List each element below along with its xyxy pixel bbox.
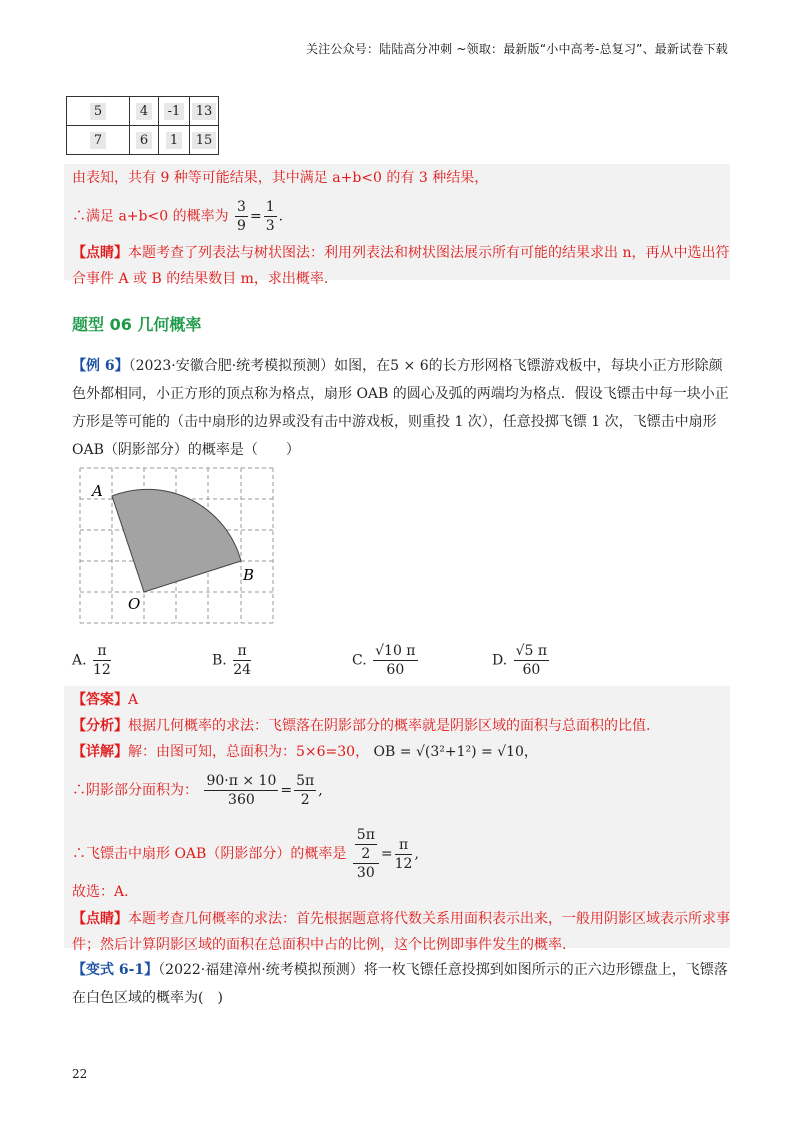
answer-line-1: 由表知，共有 9 种等可能结果，其中满足 a+b<0 的有 3 种结果， bbox=[72, 170, 489, 186]
answer-line: 【答案】A bbox=[72, 692, 139, 708]
page-number: 22 bbox=[72, 1067, 88, 1081]
label-o: O bbox=[128, 595, 141, 613]
page-header: 关注公众号：陆陆高分冲刺 ~领取：最新版“小中高考-总复习”、最新试卷下载 bbox=[305, 42, 728, 56]
label-a: A bbox=[92, 482, 103, 500]
table-row: 7 6 1 15 bbox=[67, 126, 219, 155]
section-title: 题型 06 几何概率 bbox=[72, 315, 202, 334]
option-a[interactable]: A. $\frac{\pi}{12}$ bbox=[72, 643, 111, 678]
analysis-line: 【分析】根据几何概率的求法：飞镖落在阴影部分的概率就是阴影区域的面积与总面积的比值. bbox=[72, 718, 651, 734]
option-b[interactable]: B. $\frac{\pi}{24}$ bbox=[212, 643, 252, 678]
option-d[interactable]: D. $\frac{√5 \pi}{60}$ bbox=[492, 643, 548, 678]
option-c[interactable]: C. $\frac{√10 \pi}{60}$ bbox=[352, 643, 416, 678]
dianjing-2: 【点睛】本题考查几何概率的求法：首先根据题意将代数关系用面积表示出来，一般用阴影区域表示所求事件；然后计算阴影区域的面积在总面积中占的比例，这个比例即事件发生的概率. bbox=[72, 911, 730, 953]
area-line: ∴阴影部分面积为： $\frac{90\cdot\pi \times 10}{360}$ = $\frac{5\pi}{2}$ , bbox=[72, 773, 323, 808]
sector-oab bbox=[112, 489, 241, 592]
sector-figure bbox=[78, 466, 278, 626]
answer-line-2: ∴满足 a+b<0 的概率为 $\frac{3}{9}$ = $\frac{1}{3}$ . bbox=[72, 199, 284, 234]
table-row: 5 4 -1 13 bbox=[67, 97, 219, 126]
choose-line: 故选：A. bbox=[72, 884, 129, 900]
result-table bbox=[66, 96, 219, 155]
variant-6-1: 【变式 6-1】（2022·福建漳州·统考模拟预测）将一枚飞镖任意投掷到如图所示的正六边形镖盘上，飞镖落在白色区域的概率为( ) bbox=[72, 962, 728, 1006]
example-6: 【例 6】（2023·安徽合肥·统考模拟预测）如图，在5 × 6的长方形网格飞镖游戏板中，每块小正方形除颜色外都相同，小正方形的顶点称为格点，扇形 OAB 的圆心及弧的两端均为格点．假设飞镖击中每一块小正方形是等可能的（击中扇形的边界或没有击中游戏板，则重投 1 次），任意投掷飞镖 1 次，飞镖击中扇形 OAB（阴影部分）的概率是（ ） bbox=[72, 358, 729, 458]
dianjing-1: 【点睛】本题考查了列表法与树状图法：利用列表法和树状图法展示所有可能的结果求出 n，再从中选出符合事件 A 或 B 的结果数目 m，求出概率. bbox=[72, 245, 730, 287]
prob-line: ∴飞镖击中扇形 OAB（阴影部分）的概率是 $\frac{\frac{5\pi}{2}}{30}$ = $\frac{\pi}{12}$ , bbox=[72, 827, 419, 881]
label-b: B bbox=[243, 566, 255, 584]
detail-line: 【详解】解：由图可知，总面积为：5×6=30， OB = √(3²+1²) = √10， bbox=[72, 744, 538, 760]
